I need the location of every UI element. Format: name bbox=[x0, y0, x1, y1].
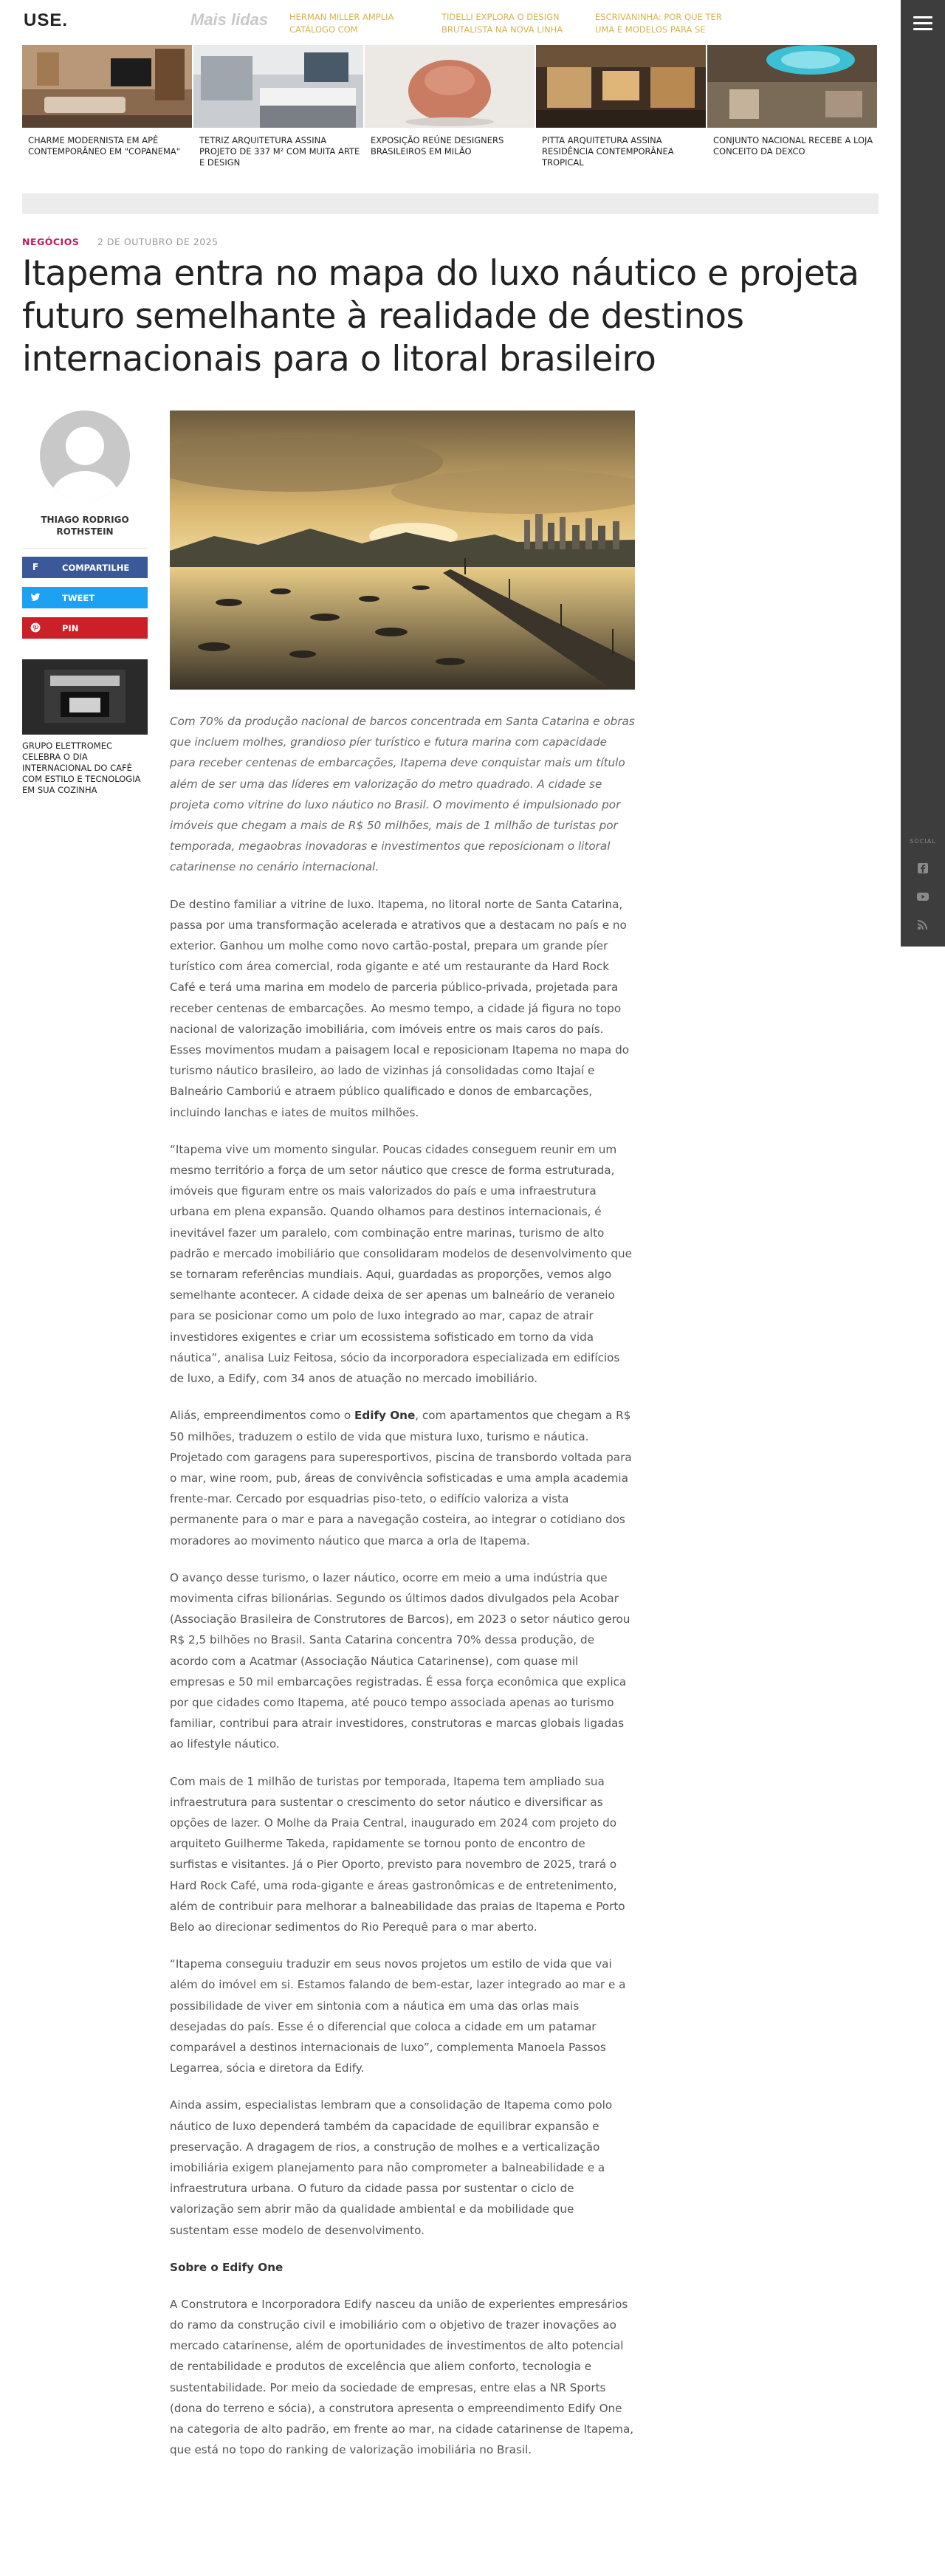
featured-image-residence[interactable] bbox=[536, 45, 706, 128]
top-link-herman-miller[interactable]: HERMAN MILLER AMPLIA CATÁLOGO COM bbox=[289, 12, 394, 35]
article-hero-image bbox=[170, 411, 635, 690]
author-avatar[interactable] bbox=[40, 411, 130, 501]
article-body bbox=[170, 711, 635, 2476]
article-headline: Itapema entra no mapa do luxo náutico e projeta futuro semelhante à realidade de destinos internacionais para o litoral brasileiro bbox=[22, 253, 859, 379]
ad-banner-placeholder bbox=[22, 193, 879, 214]
featured-item[interactable] bbox=[193, 45, 363, 168]
facebook-icon[interactable] bbox=[915, 861, 930, 876]
share-label: PIN bbox=[62, 623, 79, 633]
article-paragraph: O avanço desse turismo, o lazer náutico, ocorre em meio a uma indústria que movimenta cifras bilionárias. Segundo os últimos dados divulgados pela Acobar (Associação Brasileira de Construtores de Barcos), em 2023 o setor náutico gerou R$ 2,5 bilhões no Brasil. Santa Catarina concentra 70% dessa produção, de acordo com a Acatmar (Associação Náutica Catarinense), com quase mil empresas e 50 mil embarcações registradas. É essa força econômica que explica por que cidades como Itapema, até pouco tempo associada apenas ao turismo familiar, contribui para atrair investidores, construtoras e marcas globais ligadas ao lifestyle náutico. bbox=[170, 1570, 630, 1751]
youtube-icon[interactable] bbox=[915, 889, 930, 904]
article-paragraph: Com mais de 1 milhão de turistas por temporada, Itapema tem ampliado sua infraestrutura para sustentar o crescimento do setor náutico e diversificar as opções de lazer. O Molhe da Praia Central, inaugurado em 2024 com projeto do arquiteto Guilherme Takeda, rapidamente se tornou ponto de encontro de surfistas e visitantes. Já o Pier Oporto, previsto para novembro de 2025, trará o Hard Rock Café, uma roda-gigante e áreas gastronômicas e de entretenimento, além de contribuir para melhorar a balneabilidade das praias de Itapema e Porto Belo ao direcionar sedimentos do Rio Perequê para o mar aberto. bbox=[170, 1774, 625, 1934]
social-label: SOCIAL bbox=[910, 838, 936, 845]
publish-date: 2 DE OUTUBRO DE 2025 bbox=[97, 236, 219, 247]
pinterest-icon bbox=[30, 622, 41, 633]
featured-caption[interactable]: TETRIZ ARQUITETURA ASSINA PROJETO DE 337 M² COM MUITA ARTE E DESIGN bbox=[199, 135, 360, 168]
category-link[interactable]: NEGÓCIOS bbox=[22, 236, 80, 247]
twitter-share-button[interactable] bbox=[22, 587, 148, 608]
featured-image-kitchen[interactable] bbox=[193, 45, 363, 128]
share-label: TWEET bbox=[62, 593, 95, 603]
divider bbox=[22, 548, 148, 549]
featured-caption[interactable]: EXPOSIÇÃO REÚNE DESIGNERS BRASILEIROS EM MILÃO bbox=[371, 135, 504, 157]
sidebar-ad-image[interactable] bbox=[22, 659, 148, 735]
top-link-tidelli[interactable]: TIDELLI EXPLORA O DESIGN BRUTALISTA NA NOVA LINHA bbox=[441, 12, 563, 35]
facebook-share-button[interactable] bbox=[22, 557, 148, 578]
article-paragraph: “Itapema conseguiu traduzir em seus novos projetos um estilo de vida que vai além do imóvel em si. Estamos falando de bem-estar, lazer integrado ao mar e a possibilidade de viver em sintonia com a náutica em uma das orlas mais desejadas do país. Esse é o diferencial que coloca a cidade em um patamar comparável a destinos internacionais de luxo”, complementa Manoela Passos Legarrea, sócia e diretora da Edify. bbox=[170, 1957, 626, 2075]
top-bar bbox=[0, 0, 901, 43]
featured-image-apartment[interactable] bbox=[22, 45, 192, 128]
side-rail bbox=[901, 0, 945, 947]
featured-image-store[interactable] bbox=[707, 45, 877, 128]
featured-caption[interactable]: PITTA ARQUITETURA ASSINA RESIDÊNCIA CONTEMPORÂNEA TROPICAL bbox=[542, 135, 674, 168]
twitter-icon bbox=[30, 592, 41, 602]
mais-lidas-label: Mais lidas bbox=[190, 10, 269, 29]
edify-one-bold: Edify One bbox=[354, 1409, 416, 1423]
featured-caption[interactable]: CHARME MODERNISTA EM APÊ CONTEMPORÂNEO EM "COPANEMA" bbox=[28, 135, 181, 157]
paragraph-text: , com apartamentos que chegam a R$ 50 milhões, traduzem o estilo de vida que mistura luxo, turismo e náutica. Projetado com garagens para superesportivos, piscina de transbordo voltada para o mar, wine room, pub, áreas de convivência sofisticadas e uma ampla academia frente-mar. Cercado por esquadrias piso-teto, o edifício valoriza a vista permanente para o mar e para a navegação costeira, ao integrar o cotidiano dos moradores ao movimento náutico que marca a orla de Itapema. bbox=[170, 1409, 632, 1548]
sidebar-ad-caption[interactable]: GRUPO ELETTROMEC CELEBRA O DIA INTERNACIONAL DO CAFÉ COM ESTILO E TECNOLOGIA EM SUA COZINHA bbox=[22, 741, 141, 795]
article-paragraph: A Construtora e Incorporadora Edify nasceu da união de experientes empresários do ramo da construção civil e imobiliário com o objetivo de trazer inovações ao mercado catarinense, além de oportunidades de investimentos de alto potencial de rentabilidade e produtos de excelência que aliem conforto, tecnologia e sustentabilidade. Por meio da sociedade de empresas, entre elas a NR Sports (dona do terreno e sócia), a construtora apresenta o empreendimento Edify One na categoria de alto padrão, em frente ao mar, na cidade catarinense de Itapema, que está no topo do ranking de valorização imobiliária no Brasil. bbox=[170, 2297, 634, 2457]
share-label: COMPARTILHE bbox=[62, 563, 130, 573]
site-logo[interactable]: USE. bbox=[24, 10, 69, 30]
featured-item[interactable] bbox=[707, 45, 877, 157]
article-paragraph: De destino familiar a vitrine de luxo. Itapema, no litoral norte de Santa Catarina, passa por uma transformação acelerada e atrativos que a destacam no país e no exterior. Ganhou um molhe como novo cartão-postal, prepara um grande píer turístico com área comercial, roda gigante e até um restaurante da Hard Rock Café e terá uma marina em modelo de parceria público-privada, projetada para receber centenas de embarcações. Ao mesmo tempo, a cidade já figura no topo nacional de valorização imobiliária, com imóveis entre os mais caros do país. Esses movimentos mudam a paisagem local e reposicionam Itapema no mapa do turismo náutico brasileiro, ao lado de vizinhas já consolidadas como Itajaí e Balneário Camboriú e atraem público qualificado e donos de embarcações, incluindo lanchas e iates de muitos milhões. bbox=[170, 897, 629, 1119]
facebook-icon: F bbox=[32, 562, 39, 572]
menu-icon[interactable] bbox=[913, 16, 932, 31]
article-subheading: Sobre o Edify One bbox=[170, 2260, 284, 2274]
article-paragraph bbox=[170, 1405, 635, 1550]
author-name[interactable]: THIAGO RODRIGO ROTHSTEIN bbox=[41, 515, 129, 537]
featured-caption[interactable]: CONJUNTO NACIONAL RECEBE A LOJA CONCEITO DA DEXCO bbox=[713, 135, 873, 157]
pinterest-share-button[interactable] bbox=[22, 617, 148, 639]
paragraph-text: Aliás, empreendimentos como o bbox=[170, 1409, 354, 1423]
top-link-escrivaninha[interactable]: ESCRIVANINHA: POR QUE TER UMA E MODELOS PARA SE bbox=[595, 12, 722, 35]
featured-item[interactable] bbox=[536, 45, 706, 168]
featured-item[interactable] bbox=[22, 45, 192, 157]
featured-image-chair[interactable] bbox=[365, 45, 535, 128]
article-lead: Com 70% da produção nacional de barcos concentrada em Santa Catarina e obras que incluem molhes, grandioso píer turístico e futura marina com capacidade para receber centenas de embarcações, Itapema deve conquistar mais um título além de ser uma das líderes em valorização do metro quadrado. A cidade se projeta como vitrine do luxo náutico no Brasil. O movimento é impulsionado por imóveis que chegam a mais de R$ 50 milhões, mais de 1 milhão de turistas por temporada, megaobras inovadoras e investimentos que reposicionam o litoral catarinense no cenário internacional. bbox=[170, 715, 635, 874]
rss-icon[interactable] bbox=[915, 917, 930, 932]
article-paragraph: Ainda assim, especialistas lembram que a consolidação de Itapema como polo náutico de luxo dependerá também da capacidade de equilibrar expansão e preservação. A dragagem de rios, a construção de molhes e a verticalização imobiliária exigem planejamento para não comprometer a balneabilidade e a infraestrutura urbana. O futuro da cidade passa por sustentar o ciclo de valorização sem abrir mão da qualidade ambiental e da mobilidade que sustentam esse modelo de desenvolvimento. bbox=[170, 2098, 613, 2237]
article-paragraph: “Itapema vive um momento singular. Poucas cidades conseguem reunir em um mesmo território a força de um setor náutico que cresce de forma estruturada, imóveis que figuram entre os mais valorizados do país e uma infraestrutura urbana em plena expansão. Quando olhamos para destinos internacionais, é inevitável fazer um paralelo, com combinação entre marinas, turismo de alto padrão e mercado imobiliário que consolidaram modelos de desenvolvimento que se tornaram referências mundiais. Aqui, guardadas as proporções, vemos algo semelhante acontecer. A cidade deixa de ser apenas um balneário de veraneio para se posicionar como um polo de luxo integrado ao mar, capaz de atrair investidores exigentes e criar um ecossistema sofisticado em torno da vida náutica”, analisa Luiz Feitosa, sócio da incorporadora especializada em edifícios de luxo, a Edify, com 34 anos de atuação no mercado imobiliário. bbox=[170, 1142, 633, 1386]
featured-item[interactable] bbox=[365, 45, 535, 157]
